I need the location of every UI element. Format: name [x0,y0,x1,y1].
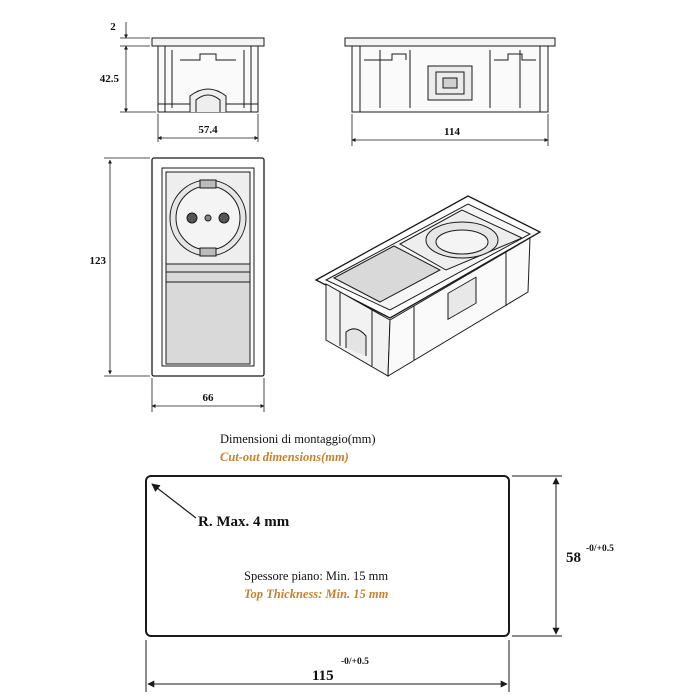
cutout-title-en: Cut-out dimensions(mm) [220,450,349,464]
radius-leader [152,484,196,518]
cutout-width-value: 115 [312,668,334,684]
front-dim-width: 114 [444,126,460,138]
thickness-en: Top Thickness: Min. 15 mm [244,587,389,601]
thickness-it: Spessore piano: Min. 15 mm [244,569,389,583]
socket-pin-left [187,213,197,223]
cutout-height-value: 58 [566,550,581,566]
isometric-view [316,196,540,376]
cutout-rectangle [146,476,509,636]
front-view [345,38,555,112]
side-view [152,38,264,112]
side-dim-height: 42.5 [99,73,119,85]
radius-label: R. Max. 4 mm [198,514,290,530]
cutout-width-tolerance: -0/+0.5 [341,657,369,667]
cutout-height-tolerance: -0/+0.5 [586,544,614,554]
cutout-title-it: Dimensioni di montaggio(mm) [220,432,376,446]
plan-dim-height: 123 [89,255,106,267]
side-dim-top: 2 [110,21,116,33]
cutout-height-dimension [512,476,562,636]
plan-view [152,158,264,376]
plan-cover-panel [166,272,250,364]
cutout-width-dimension [146,640,509,692]
socket-pin-right [219,213,229,223]
side-dim-width: 57.4 [198,124,218,136]
plan-dim-width: 66 [202,392,214,404]
